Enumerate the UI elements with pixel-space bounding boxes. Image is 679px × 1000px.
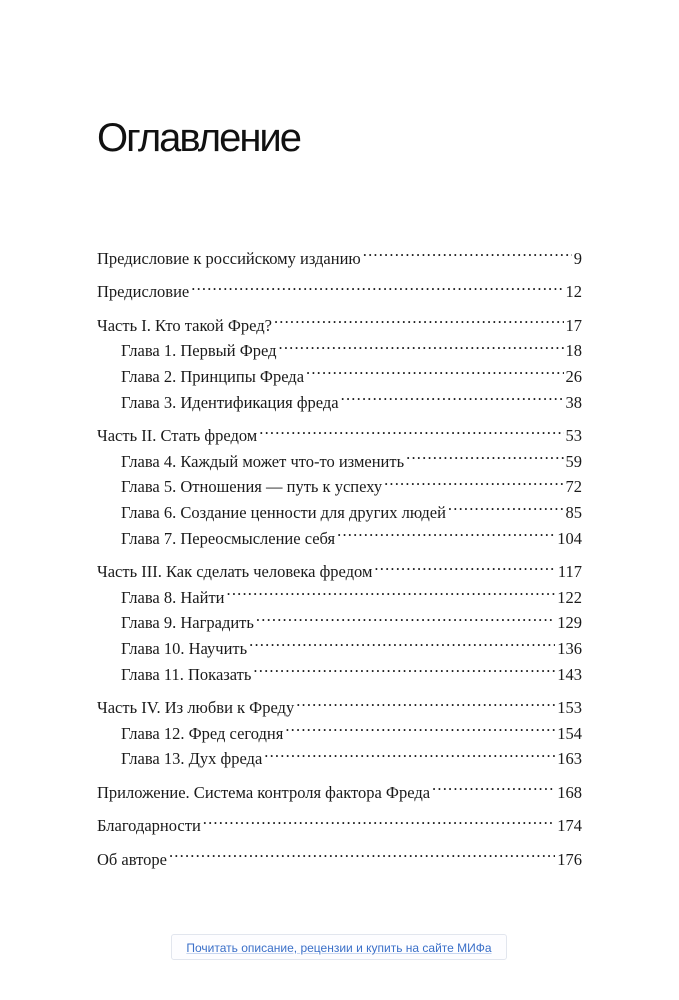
toc-page-number: 17	[565, 315, 582, 335]
toc-dot-leader	[279, 331, 564, 357]
toc-page-number: 168	[557, 782, 582, 802]
toc-page-number: 26	[565, 366, 582, 386]
toc-dot-leader	[259, 416, 563, 442]
table-of-contents	[97, 238, 582, 870]
toc-entry-title: Часть IV. Из любви к Фреду	[97, 698, 295, 718]
toc-entry-title: Глава 2. Принципы Фреда	[121, 366, 305, 386]
toc-dot-leader	[191, 272, 563, 298]
toc-dot-leader	[374, 552, 555, 578]
toc-section-entry	[97, 552, 582, 582]
toc-page-number: 122	[557, 587, 582, 607]
toc-entry-title: Предисловие к российскому изданию	[97, 248, 361, 268]
toc-entry-title: Глава 8. Найти	[121, 587, 225, 607]
toc-dot-leader	[306, 356, 563, 382]
toc-entry-title: Об авторе	[97, 850, 167, 870]
toc-entry-title: Предисловие	[97, 282, 190, 302]
toc-section-entry	[97, 839, 582, 870]
toc-dot-leader	[227, 577, 556, 603]
toc-entry-title: Часть I. Кто такой Фред?	[97, 315, 272, 335]
toc-section-entry	[97, 305, 582, 335]
toc-page-number: 143	[557, 664, 582, 684]
toc-dot-leader	[285, 713, 555, 739]
toc-page-number: 117	[557, 562, 582, 582]
toc-page-number: 59	[565, 451, 582, 471]
toc-section-entry	[97, 238, 582, 268]
toc-page-number: 163	[557, 749, 582, 769]
toc-dot-leader	[253, 654, 555, 680]
toc-dot-leader	[448, 492, 564, 518]
toc-dot-leader	[363, 238, 572, 264]
toc-entry-title: Глава 3. Идентификация фреда	[121, 392, 339, 412]
toc-dot-leader	[432, 772, 555, 798]
toc-page-number: 85	[565, 502, 582, 522]
toc-dot-leader	[274, 305, 564, 331]
toc-dot-leader	[264, 739, 555, 765]
toc-section-entry	[97, 806, 582, 836]
toc-dot-leader	[249, 628, 555, 654]
toc-entry-title: Глава 7. Переосмысление себя	[121, 528, 336, 548]
toc-dot-leader	[203, 806, 555, 832]
toc-dot-leader	[341, 382, 564, 408]
toc-dot-leader	[296, 688, 555, 714]
toc-section-entry	[97, 272, 582, 302]
toc-entry-title: Приложение. Система контроля фактора Фреда	[97, 782, 431, 802]
toc-page-number: 153	[557, 698, 582, 718]
toc-page-number: 176	[557, 850, 582, 870]
toc-page-number: 174	[557, 816, 582, 836]
toc-entry-title: Глава 6. Создание ценности для других людей	[121, 502, 446, 522]
toc-section-entry	[97, 772, 582, 802]
toc-section-entry	[97, 416, 582, 446]
publisher-site-link[interactable]	[171, 934, 507, 960]
toc-page-number: 72	[565, 477, 582, 497]
page-title: Оглавление	[97, 116, 301, 160]
toc-page-number: 18	[565, 341, 582, 361]
toc-page-number: 12	[565, 282, 582, 302]
toc-dot-leader	[384, 467, 563, 493]
toc-entry-title: Часть III. Как сделать человека фредом	[97, 562, 373, 582]
toc-dot-leader	[169, 839, 555, 865]
toc-page-number: 9	[573, 248, 582, 268]
toc-entry-title: Глава 11. Показать	[121, 664, 252, 684]
toc-entry-title: Глава 1. Первый Фред	[121, 341, 277, 361]
toc-entry-title: Глава 12. Фред сегодня	[121, 723, 284, 743]
toc-entry-title: Глава 13. Дух фреда	[121, 749, 263, 769]
toc-page-number: 53	[565, 426, 582, 446]
toc-page-number: 129	[557, 613, 582, 633]
toc-page-number: 154	[557, 723, 582, 743]
toc-entry-title: Глава 9. Наградить	[121, 613, 254, 633]
toc-page-number: 104	[557, 528, 582, 548]
toc-page-number: 136	[557, 638, 582, 658]
toc-entry-title: Глава 10. Научить	[121, 638, 248, 658]
toc-entry-title: Благодарности	[97, 816, 201, 836]
publisher-site-link-text: Почитать описание, рецензии и купить на сайте МИФа	[186, 941, 492, 955]
toc-section-entry	[97, 688, 582, 718]
toc-dot-leader	[256, 603, 555, 629]
toc-entry-title: Глава 5. Отношения — путь к успеху	[121, 477, 383, 497]
toc-entry-title: Часть II. Стать фредом	[97, 426, 258, 446]
toc-dot-leader	[406, 441, 563, 467]
toc-dot-leader	[337, 518, 555, 544]
toc-entry-title: Глава 4. Каждый может что-то изменить	[121, 451, 405, 471]
toc-page-number: 38	[565, 392, 582, 412]
